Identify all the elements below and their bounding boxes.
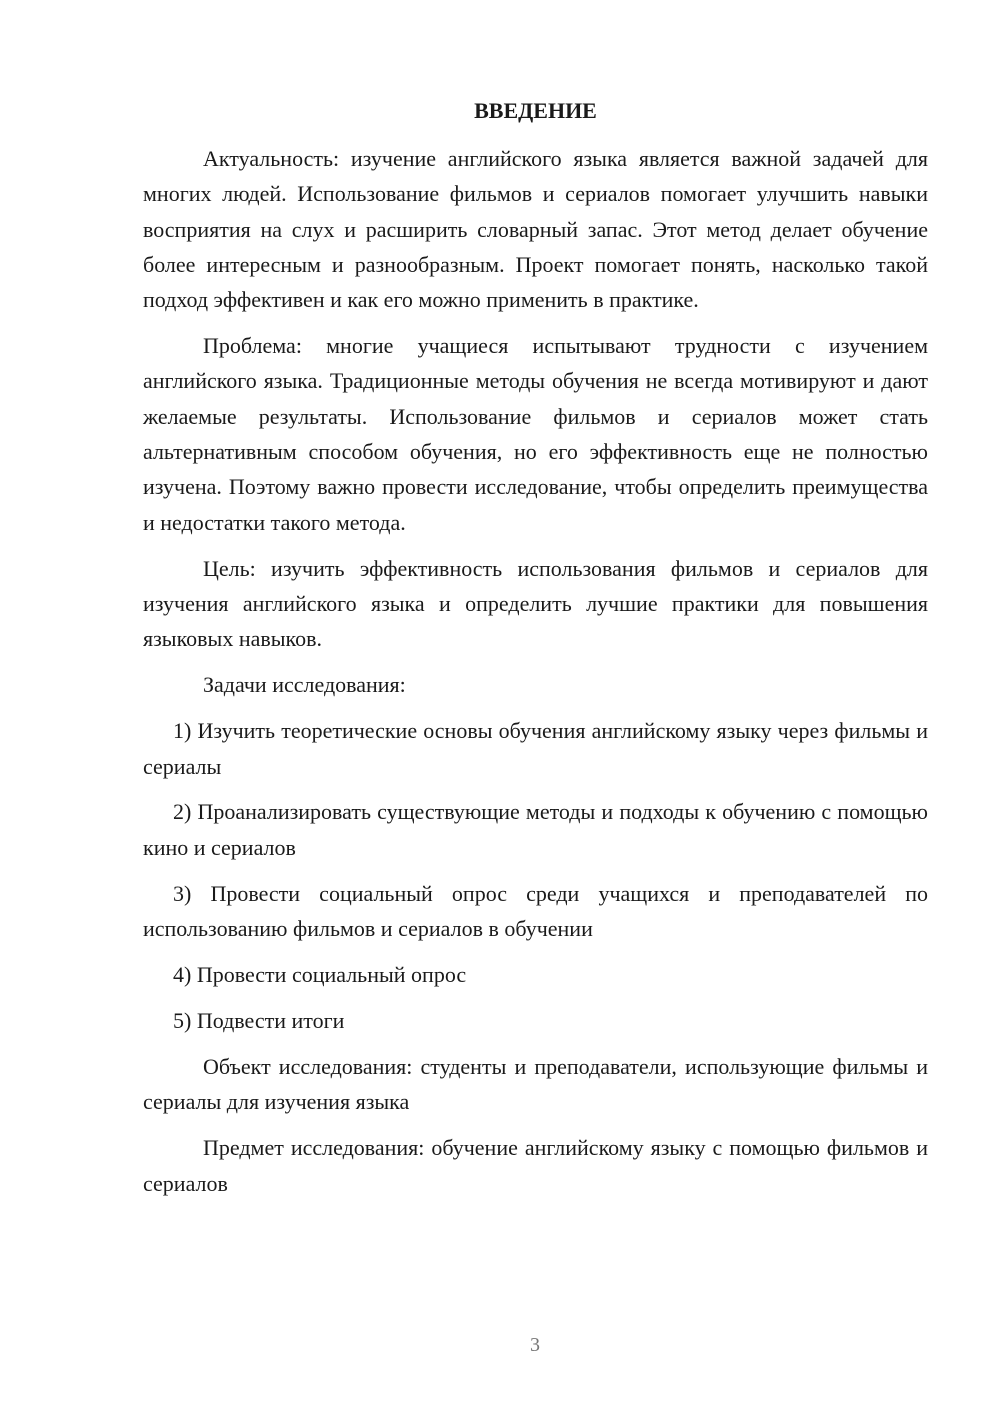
object-paragraph: Объект исследования: студенты и преподаватели, использующие фильмы и сериалы для изучения языка (143, 1054, 928, 1115)
task-item: 5) Подвести итоги (173, 1008, 345, 1034)
task-item: 2) Проанализировать существующие методы и подходы к обучению с помощью кино и сериалов (143, 799, 928, 860)
task-item: 1) Изучить теоретические основы обучения английскому языку через фильмы и сериалы (143, 718, 928, 779)
relevance-paragraph: Актуальность: изучение английского языка является важной задачей для многих людей. Использование фильмов и сериалов помогает улучшить навыки восприятия на слух и расширить словарный запас. Этот метод делает обучение более интересным и разнообразным. Проект помогает понять, насколько такой подход эффективен и как его можно применить в практике. (143, 146, 928, 313)
task-item: 4) Провести социальный опрос (173, 962, 467, 988)
goal-paragraph: Цель: изучить эффективность использования фильмов и сериалов для изучения английского языка и определить лучшие практики для повышения языковых навыков. (143, 555, 928, 652)
problem-paragraph: Проблема: многие учащиеся испытывают трудности с изучением английского языка. Традиционные методы обучения не всегда мотивируют и дают желаемые результаты. Использование фильмов и сериалов может стать альтернативным способом обучения, но его эффективность еще не полностью изучена. Поэтому важно провести исследование, чтобы определить преимущества и недостатки такого метода. (143, 333, 928, 535)
section-title: ВВЕДЕНИЕ (474, 98, 597, 123)
document-page (143, 96, 928, 1212)
page-number: 3 (530, 1334, 540, 1356)
tasks-heading: Задачи исследования: (203, 672, 406, 698)
subject-paragraph: Предмет исследования: обучение английскому языку с помощью фильмов и сериалов (143, 1135, 928, 1196)
task-item: 3) Провести социальный опрос среди учащихся и преподавателей по использованию фильмов и сериалов в обучении (143, 880, 928, 942)
